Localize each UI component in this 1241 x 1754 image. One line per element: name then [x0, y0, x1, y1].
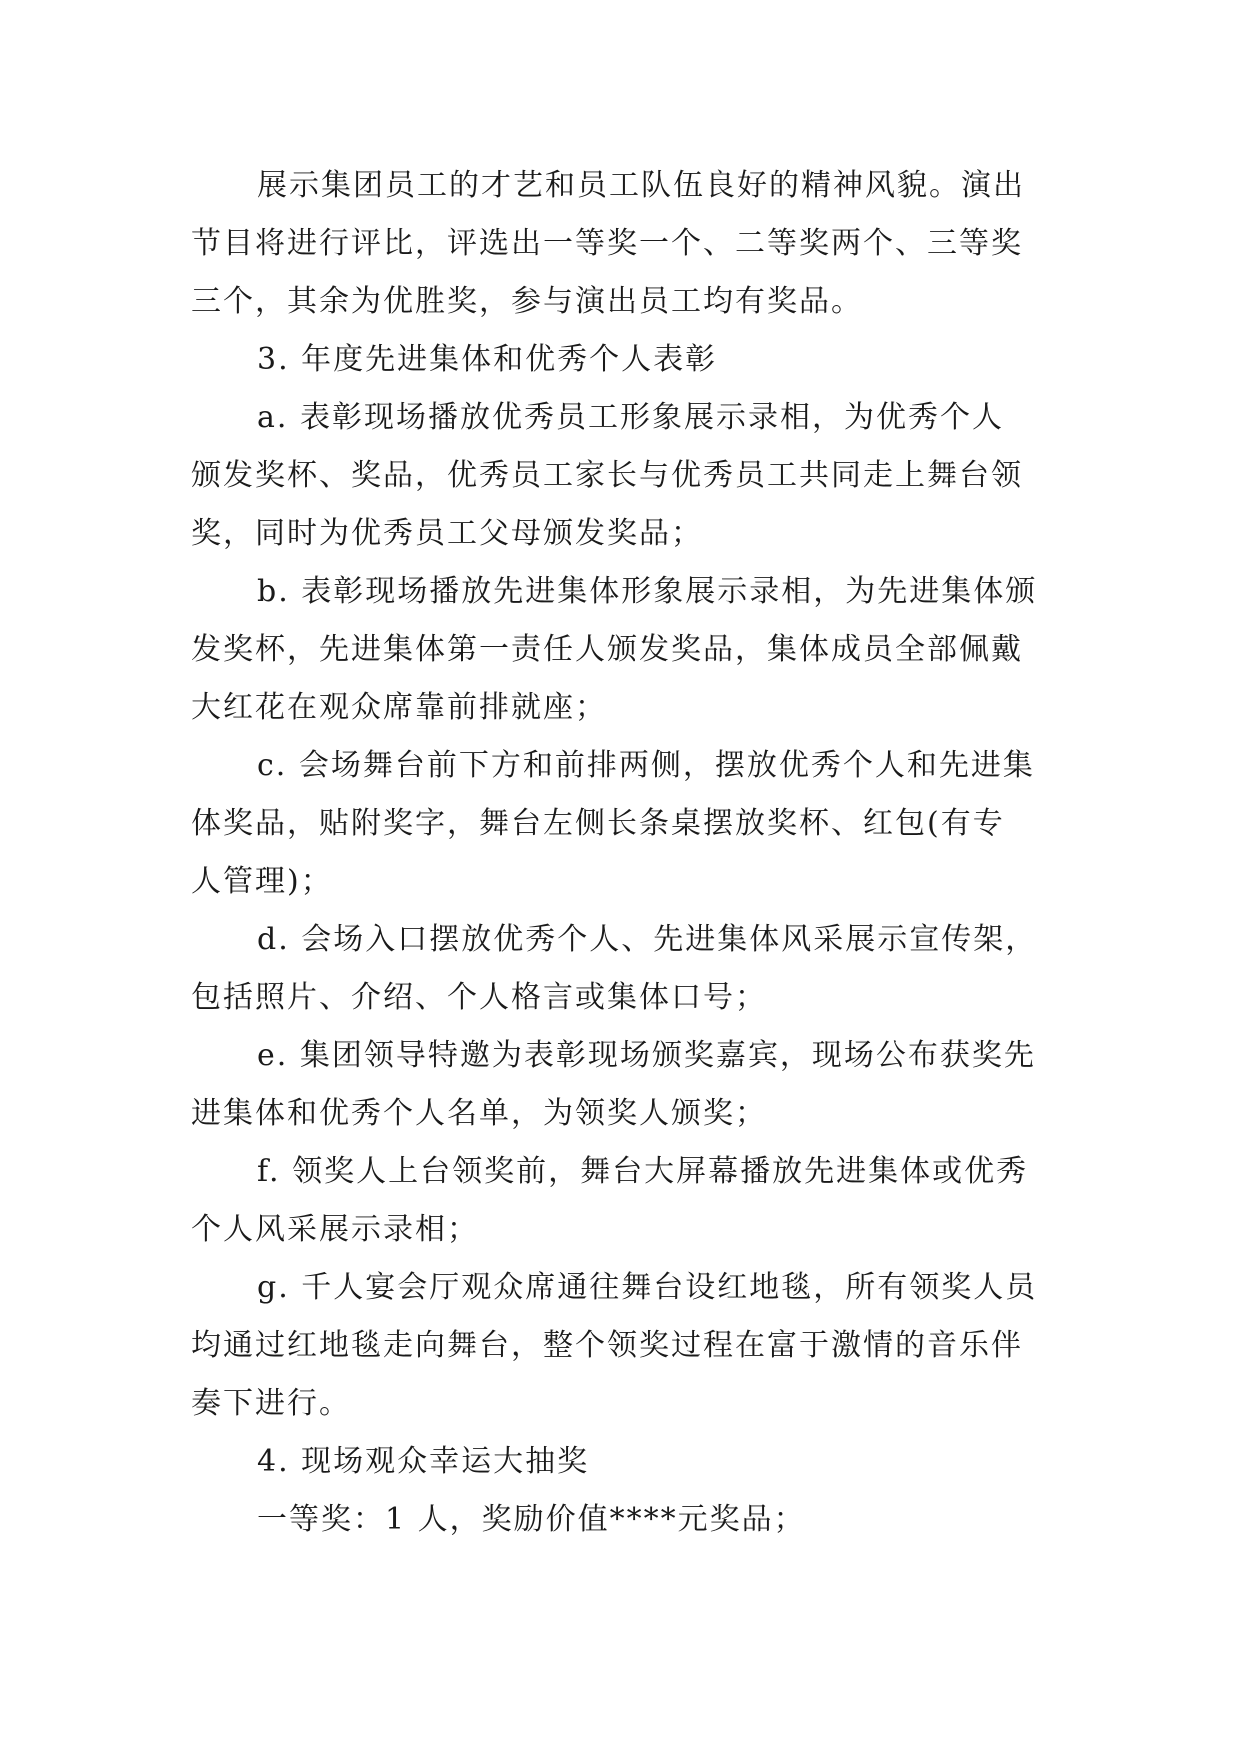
text-line: 3. 年度先进集体和优秀个人表彰	[257, 342, 718, 377]
paragraph-item-c	[191, 737, 1061, 911]
text-line: g. 千人宴会厅观众席通往舞台设红地毯，所有领奖人员	[257, 1270, 1038, 1305]
text-line: 颁发奖杯、奖品，优秀员工家长与优秀员工共同走上舞台领	[191, 458, 1023, 493]
text-line: b. 表彰现场播放先进集体形象展示录相，为先进集体颁	[257, 574, 1038, 609]
text-line: 奏下进行。	[191, 1386, 351, 1421]
text-line: e. 集团领导特邀为表彰现场颁奖嘉宾，现场公布获奖先	[257, 1038, 1036, 1073]
text-line: 均通过红地毯走向舞台，整个领奖过程在富于激情的音乐伴	[191, 1328, 1023, 1363]
text-line: 个人风采展示录相；	[191, 1212, 479, 1247]
paragraph-first-prize	[191, 1491, 1061, 1549]
paragraph-item-a	[191, 389, 1061, 563]
text-line: 4. 现场观众幸运大抽奖	[257, 1444, 590, 1479]
text-line: f. 领奖人上台领奖前，舞台大屏幕播放先进集体或优秀	[257, 1154, 1029, 1189]
text-line: d. 会场入口摆放优秀个人、先进集体风采展示宣传架，	[257, 922, 1038, 957]
section-heading-3	[191, 331, 1061, 389]
text-line: a. 表彰现场播放优秀员工形象展示录相，为优秀个人	[257, 400, 1004, 435]
text-line: 人管理)；	[191, 864, 333, 899]
paragraph-item-f	[191, 1143, 1061, 1259]
text-line: 奖，同时为优秀员工父母颁发奖品；	[191, 516, 703, 551]
paragraph-item-d	[191, 911, 1061, 1027]
paragraph-item-e	[191, 1027, 1061, 1143]
paragraph-item-g	[191, 1259, 1061, 1433]
text-line: 节目将进行评比，评选出一等奖一个、二等奖两个、三等奖	[191, 226, 1023, 261]
text-line: 大红花在观众席靠前排就座；	[191, 690, 607, 725]
text-line: 体奖品，贴附奖字，舞台左侧长条桌摆放奖杯、红包(有专	[191, 806, 1005, 841]
text-line: 展示集团员工的才艺和员工队伍良好的精神风貌。演出	[257, 168, 1025, 203]
text-line: 三个，其余为优胜奖，参与演出员工均有奖品。	[191, 284, 863, 319]
paragraph-performance	[191, 157, 1061, 331]
text-line: 进集体和优秀个人名单，为领奖人颁奖；	[191, 1096, 767, 1131]
section-heading-4	[191, 1433, 1061, 1491]
text-line: 发奖杯，先进集体第一责任人颁发奖品，集体成员全部佩戴	[191, 632, 1023, 667]
paragraph-item-b	[191, 563, 1061, 737]
text-line: c. 会场舞台前下方和前排两侧，摆放优秀个人和先进集	[257, 748, 1035, 783]
text-line: 包括照片、介绍、个人格言或集体口号；	[191, 980, 767, 1015]
document-body	[191, 157, 1061, 1549]
text-line: 一等奖：1 人，奖励价值****元奖品；	[257, 1502, 806, 1537]
